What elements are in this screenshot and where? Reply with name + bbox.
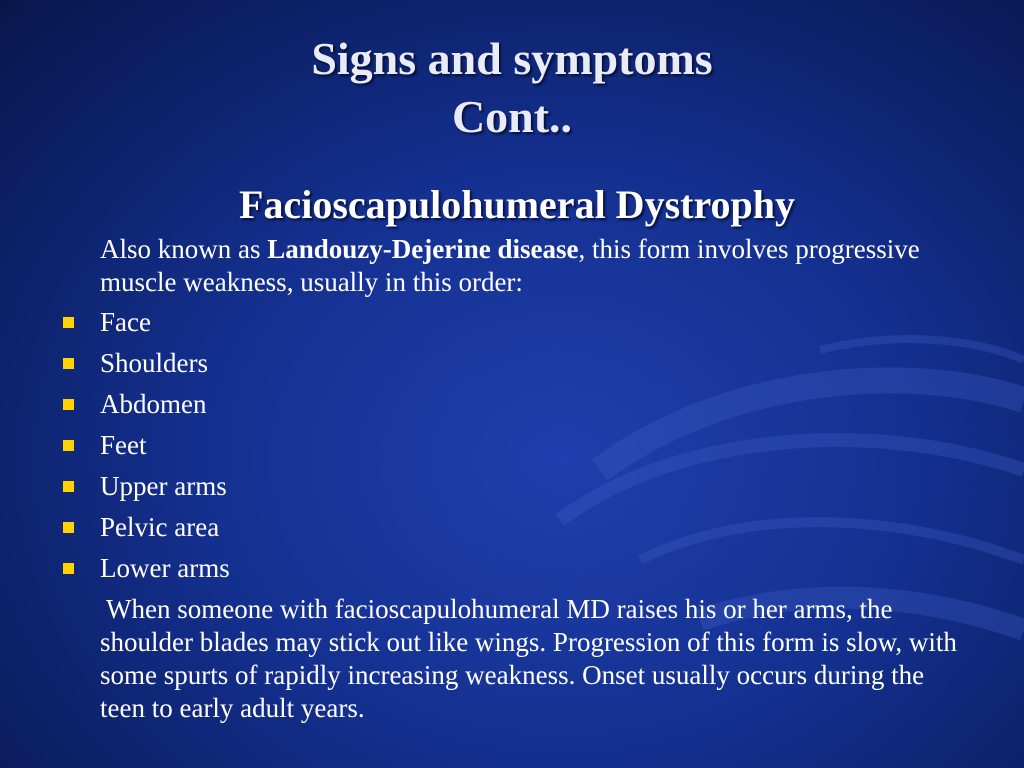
square-bullet-icon bbox=[63, 522, 74, 533]
square-bullet-icon bbox=[63, 440, 74, 451]
bullet-list bbox=[62, 305, 230, 592]
list-item-label: Feet bbox=[100, 430, 147, 460]
list-item-label: Shoulders bbox=[100, 348, 208, 378]
slide-title bbox=[0, 30, 1024, 146]
slide-subtitle: Facioscapulohumeral Dystrophy bbox=[239, 182, 795, 227]
list-item-label: Upper arms bbox=[100, 471, 227, 501]
square-bullet-icon bbox=[63, 399, 74, 410]
square-bullet-icon bbox=[63, 358, 74, 369]
square-bullet-icon bbox=[63, 563, 74, 574]
intro-suffix: , this form involves progressive muscle weakness, usually in this order: bbox=[100, 234, 920, 297]
list-item-label: Face bbox=[100, 307, 151, 337]
list-item bbox=[62, 428, 230, 469]
square-bullet-icon bbox=[63, 481, 74, 492]
list-item-label: Abdomen bbox=[100, 389, 207, 419]
list-item bbox=[62, 551, 230, 592]
title-line-2: Cont.. bbox=[451, 91, 573, 142]
list-item-label: Pelvic area bbox=[100, 512, 220, 542]
list-item bbox=[62, 510, 230, 551]
list-item bbox=[62, 387, 230, 428]
intro-paragraph bbox=[100, 233, 980, 299]
list-item bbox=[62, 346, 230, 387]
list-item bbox=[62, 469, 230, 510]
title-line-1: Signs and symptoms bbox=[311, 33, 713, 84]
intro-prefix: Also known as bbox=[100, 234, 268, 264]
list-item-label: Lower arms bbox=[100, 553, 230, 583]
closing-paragraph: When someone with facioscapulohumeral MD raises his or her arms, the shoulder blades may stick out like wings. Progression of this form is slow, with some spurts of rapidly increasing weakness. Onset usually occurs during the teen to early adult years. bbox=[100, 594, 957, 723]
list-item bbox=[62, 305, 230, 346]
square-bullet-icon bbox=[63, 317, 74, 328]
intro-bold-disease-name: Landouzy-Dejerine disease bbox=[267, 234, 579, 264]
